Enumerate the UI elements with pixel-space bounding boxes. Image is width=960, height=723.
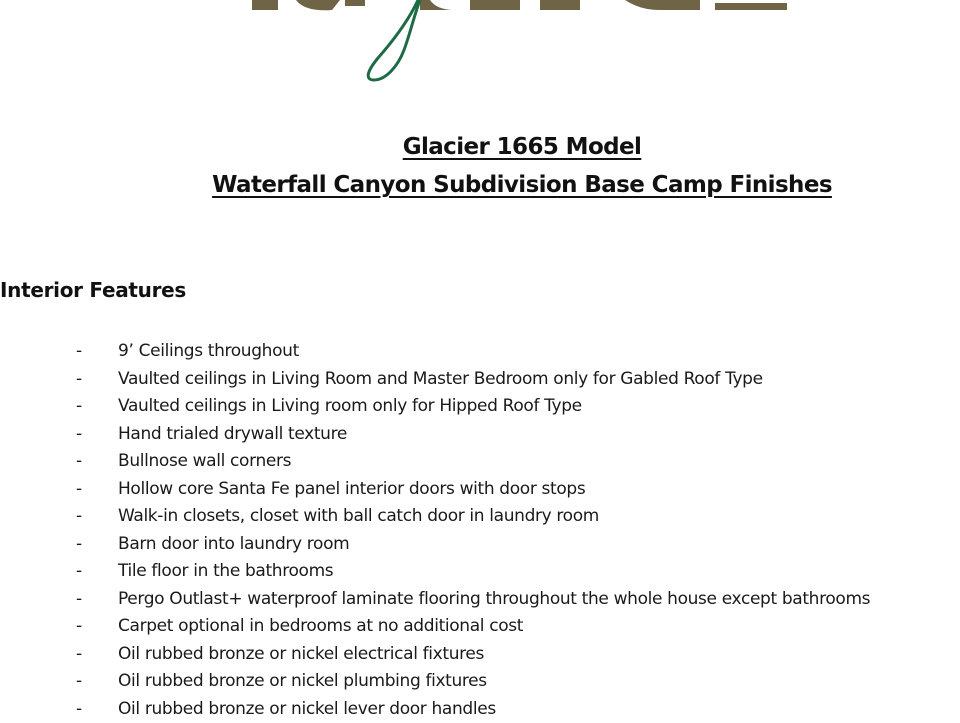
list-dash-bullet: - [76, 393, 82, 421]
logo-brown-stroke-mid-left [345, 0, 365, 6]
feature-list-item [0, 338, 960, 366]
feature-list-item [0, 558, 960, 586]
feature-text: Pergo Outlast+ waterproof laminate flooring throughout the whole house except bathrooms [118, 586, 870, 614]
list-dash-bullet: - [76, 366, 82, 394]
feature-text: Oil rubbed bronze or nickel plumbing fixtures [118, 668, 487, 696]
company-logo [0, 0, 960, 90]
feature-list-item [0, 421, 960, 449]
list-dash-bullet: - [76, 448, 82, 476]
list-dash-bullet: - [76, 476, 82, 504]
feature-text: 9’ Ceilings throughout [118, 338, 299, 366]
feature-text: Oil rubbed bronze or nickel electrical fixtures [118, 641, 484, 669]
feature-text: Hollow core Santa Fe panel interior doors with door stops [118, 476, 585, 504]
model-title: Glacier 1665 Model [0, 128, 960, 166]
feature-list-item [0, 696, 960, 723]
list-dash-bullet: - [76, 503, 82, 531]
feature-list-item [0, 613, 960, 641]
list-dash-bullet: - [76, 531, 82, 559]
list-dash-bullet: - [76, 338, 82, 366]
logo-brown-curve-left [296, 0, 340, 10]
logo-brown-stroke-mid [540, 0, 580, 10]
list-dash-bullet: - [76, 558, 82, 586]
feature-text: Bullnose wall corners [118, 448, 291, 476]
title-block [0, 128, 960, 204]
feature-text: Barn door into laundry room [118, 531, 349, 559]
finishes-subtitle: Waterfall Canyon Subdivision Base Camp Finishes [0, 166, 960, 204]
list-dash-bullet: - [76, 696, 82, 723]
feature-text: Tile floor in the bathrooms [118, 558, 333, 586]
feature-list-item [0, 448, 960, 476]
feature-text: Carpet optional in bedrooms at no additional cost [118, 613, 523, 641]
logo-brown-stroke-right [715, 3, 787, 10]
feature-list-item [0, 476, 960, 504]
feature-list-item [0, 531, 960, 559]
list-dash-bullet: - [76, 641, 82, 669]
feature-list-item [0, 366, 960, 394]
feature-list-item [0, 503, 960, 531]
logo-green-flourish [368, 0, 420, 80]
logo-brown-stroke-left [252, 0, 278, 10]
logo-brown-curve-right [600, 0, 700, 10]
list-dash-bullet: - [76, 613, 82, 641]
interior-features-list [0, 338, 960, 723]
list-dash-bullet: - [76, 421, 82, 449]
feature-text: Vaulted ceilings in Living room only for Hipped Roof Type [118, 393, 582, 421]
feature-text: Vaulted ceilings in Living Room and Master Bedroom only for Gabled Roof Type [118, 366, 763, 394]
list-dash-bullet: - [76, 668, 82, 696]
feature-list-item [0, 641, 960, 669]
feature-text: Oil rubbed bronze or nickel lever door handles [118, 696, 496, 723]
list-dash-bullet: - [76, 586, 82, 614]
feature-list-item [0, 668, 960, 696]
feature-list-item [0, 586, 960, 614]
feature-text: Walk-in closets, closet with ball catch door in laundry room [118, 503, 599, 531]
feature-text: Hand trialed drywall texture [118, 421, 347, 449]
feature-list-item [0, 393, 960, 421]
interior-features-heading: Interior Features [0, 276, 186, 304]
logo-brown-curve-mid [420, 0, 520, 10]
